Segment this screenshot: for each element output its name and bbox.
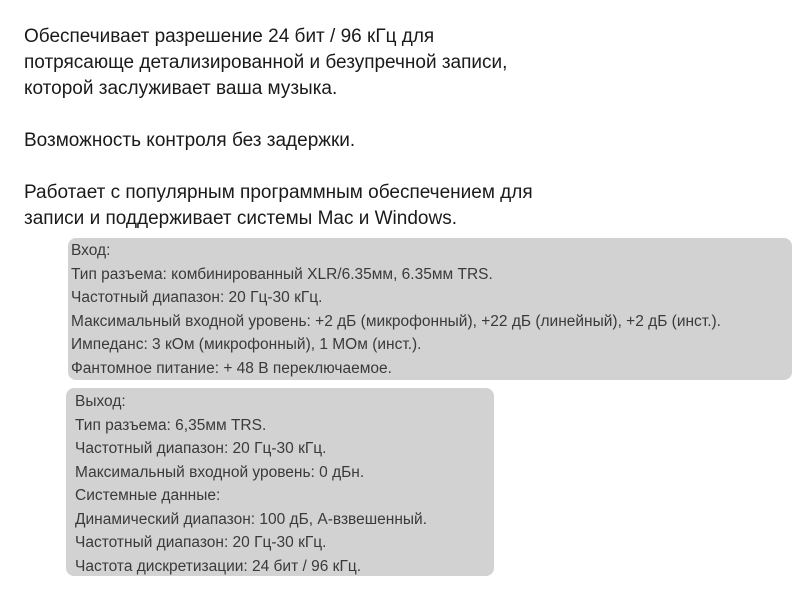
input-spec-line: Тип разъема: комбинированный XLR/6.35мм, 6.35мм TRS. — [71, 265, 493, 283]
input-specs-box — [68, 238, 792, 380]
output-spec-line: Динамический диапазон: 100 дБ, А-взвешенный. — [75, 510, 428, 528]
output-spec-line: Частотный диапазон: 20 Гц-30 кГц. — [75, 440, 327, 457]
intro-line: которой заслуживает ваша музыка. — [24, 78, 338, 99]
intro-line: Обеспечивает разрешение 24 бит / 96 кГц для — [24, 26, 435, 47]
intro-line: потрясающе детализированной и безупречной записи, — [24, 52, 508, 73]
system-data-heading: Системные данные: — [75, 487, 221, 504]
input-spec-line: Импеданс: 3 кОм (микрофонный), 1 МОм (инст.). — [71, 336, 422, 353]
output-spec-line: Частотный диапазон: 20 Гц-30 кГц. — [75, 534, 327, 551]
input-spec-line: Частотный диапазон: 20 Гц-30 кГц. — [71, 289, 323, 306]
output-specs-heading: Выход: — [75, 393, 126, 410]
intro-text-block — [24, 24, 624, 258]
intro-paragraph-resolution — [24, 24, 624, 102]
intro-line: Работает с популярным программным обеспечением для — [24, 182, 533, 203]
input-spec-line: Максимальный входной уровень: +2 дБ (микрофонный), +22 дБ (линейный), +2 дБ (инст.). — [71, 312, 721, 330]
input-spec-line: Фантомное питание: + 48 В переключаемое. — [71, 359, 392, 377]
output-spec-line: Тип разъема: 6,35мм TRS. — [75, 416, 267, 434]
input-specs-heading: Вход: — [71, 242, 111, 259]
output-spec-line: Максимальный входной уровень: 0 дБн. — [75, 463, 365, 481]
intro-line: Возможность контроля без задержки. — [24, 130, 356, 151]
output-spec-line: Частота дискретизации: 24 бит / 96 кГц. — [75, 557, 362, 575]
intro-paragraph-compatibility — [24, 180, 624, 232]
intro-line: записи и поддерживает системы Mac и Windows. — [24, 208, 457, 229]
intro-paragraph-monitoring — [24, 128, 624, 154]
output-specs-box — [66, 388, 494, 576]
